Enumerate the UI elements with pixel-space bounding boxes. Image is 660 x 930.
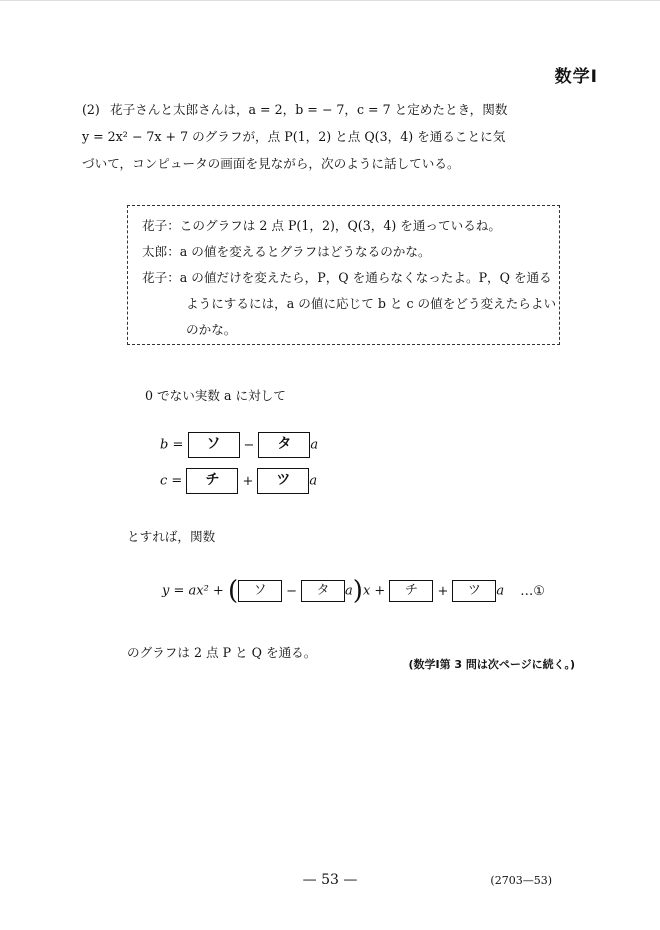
statement-nonzero-a: 0 でない実数 a に対して: [145, 388, 286, 403]
answer-box-so-ref[interactable]: ソ: [238, 580, 282, 602]
equation-label-1: …①: [520, 583, 545, 599]
answer-box-tsu[interactable]: ツ: [257, 468, 309, 494]
answer-box-so[interactable]: ソ: [188, 432, 240, 458]
dialog-line-2: 太郎：a の値を変えるとグラフはどうなるのかな。: [142, 244, 431, 259]
equation-y: y = ax² + ( ソ − タ a)x + チ + ツ a …①: [162, 576, 545, 606]
intro-line-3: づいて，コンピュータの画面を見ながら，次のように話している。: [82, 156, 460, 171]
dialog-line-4: ようにするには，a の値に応じて b と c の値をどう変えたらよい: [186, 296, 557, 311]
dialog-line-1: 花子：このグラフは 2 点 P(1，2)，Q(3，4) を通っているね。: [142, 218, 501, 233]
question-number: (2): [82, 102, 100, 117]
subject-header: 数学Ⅰ: [554, 67, 598, 87]
dialog-box: [127, 205, 560, 345]
equation-c: c = チ + ツ a: [160, 468, 317, 494]
intro-line-2: y = 2x² − 7x + 7 のグラフが，点 P(1，2) と点 Q(3，4) を通ることに気: [82, 129, 506, 144]
dialog-line-5: のかな。: [186, 322, 237, 337]
answer-box-ta-ref[interactable]: タ: [301, 580, 345, 602]
top-border-line: [0, 0, 660, 1]
statement-passes-pq: のグラフは 2 点 P と Q を通る。: [127, 645, 317, 660]
answer-box-tsu-ref[interactable]: ツ: [452, 580, 496, 602]
answer-box-chi[interactable]: チ: [186, 468, 238, 494]
equation-b: b = ソ − タ a: [160, 432, 318, 458]
page-number: — 53 —: [302, 872, 358, 888]
intro-line-1: (2) 花子さんと太郎さんは，a = 2，b = − 7，c = 7 と定めたとき，関数: [82, 96, 582, 123]
continuation-note: (数学Ⅰ第 3 問は次ページに続く。): [408, 658, 575, 671]
page-code: (2703—53): [490, 874, 552, 887]
statement-then-function: とすれば，関数: [127, 529, 216, 544]
dialog-line-3: 花子：a の値だけを変えたら，P，Q を通らなくなったよ。P，Q を通る: [142, 270, 552, 285]
problem-intro: [82, 96, 582, 177]
answer-box-chi-ref[interactable]: チ: [389, 580, 433, 602]
answer-box-ta[interactable]: タ: [258, 432, 310, 458]
